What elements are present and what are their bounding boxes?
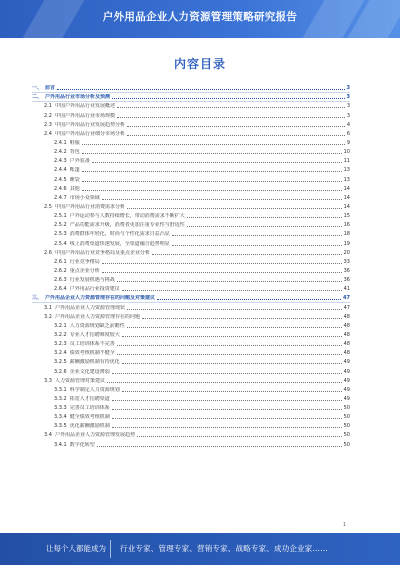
page-number: 1 [343,522,347,528]
toc-dot-leader [57,89,344,90]
toc-entry-title: 人力资源管理对策建议 [54,377,105,384]
toc-entry-number: 2.4.2 [54,149,67,156]
toc-entry[interactable] [32,137,350,146]
toc-entry-number: 2.4.7 [54,194,67,201]
toc-entry-number: 2.3 [44,121,52,128]
toc-entry-number: 2.6.3 [54,277,67,284]
toc-entry-number: 2.2 [44,112,52,119]
toc-dot-leader [112,427,342,428]
toc-entry[interactable] [32,265,350,274]
toc-entry[interactable] [32,183,350,192]
toc-entry[interactable] [32,210,350,219]
toc-entry[interactable] [32,356,350,365]
toc-entry-title: 户外用品企业人力资源管理现状 [54,304,125,311]
toc-entry-number: 一、 [32,85,43,92]
toc-entry[interactable] [32,82,350,91]
toc-entry-page: 16 [343,222,350,229]
toc-entry[interactable] [32,311,350,320]
table-of-contents [32,82,350,448]
toc-entry-title: 薪酬激励机制有待优化 [69,359,120,366]
toc-entry[interactable] [32,402,350,411]
toc-entry-title: 睡袋 [69,176,80,183]
toc-entry-page: 49 [343,386,350,393]
toc-entry-page: 15 [343,213,350,220]
toc-dot-leader [112,409,342,410]
toc-entry[interactable] [32,338,350,347]
toc-entry-page: 19 [343,240,350,247]
toc-entry-number: 2.5 [44,203,52,210]
toc-entry-number: 2.5.2 [54,222,67,229]
toc-entry-title: 专业人才招聘难度较大 [69,331,120,338]
toc-entry[interactable] [32,375,350,384]
toc-dot-leader [157,299,341,300]
toc-entry-number: 2.5.1 [54,213,67,220]
toc-dot-leader [187,217,342,218]
toc-dot-leader [152,254,342,255]
toc-dot-leader [102,263,342,264]
toc-entry-title: 户外用品行业市场分析及预测 [45,94,111,101]
toc-entry-number: 3.3.2 [54,395,67,402]
toc-entry-number: 2.6 [44,249,52,256]
toc-entry-number: 3.3.3 [54,405,67,412]
toc-entry[interactable] [32,429,350,438]
toc-entry-title: 鞋服 [69,139,80,146]
toc-entry-page: 9 [346,139,350,146]
toc-dot-leader [92,162,342,163]
toc-dot-leader [127,309,342,310]
toc-entry-page: 6 [346,130,350,137]
toc-entry[interactable] [32,274,350,283]
toc-entry-page: 13 [343,167,350,174]
toc-entry[interactable] [32,384,350,393]
toc-entry-title: 帐篷 [69,167,80,174]
toc-entry-number: 3.3 [44,377,52,384]
report-title: 户外用品企业人力资源管理策略研究报告 [102,11,298,23]
toc-entry-page: 3 [346,103,350,110]
toc-entry-page: 50 [343,441,350,448]
toc-entry-number: 2.4.1 [54,139,67,146]
toc-entry[interactable] [32,320,350,329]
toc-entry-page: 48 [343,313,350,320]
toc-dot-leader [112,98,344,99]
toc-entry-number: 2.4 [44,130,52,137]
toc-entry-title: 优化薪酬激励机制 [69,423,110,430]
toc-entry[interactable] [32,329,350,338]
toc-entry[interactable] [32,173,350,182]
toc-entry-title: 前言 [45,85,56,92]
toc-entry-title: 中国户外用品行业发展趋势分析 [54,121,125,128]
footer-slogan-left: 让每个人都能成为 [46,544,106,553]
toc-entry-title: 户外用品行业投资建议 [69,286,120,293]
toc-entry-number: 二、 [32,94,43,101]
footer-slogan-right: 行业专家、管理专家、营销专家、战略专家、成功企业家…… [120,544,328,553]
toc-entry-title: 中国户外用品行业发展概述 [54,103,115,110]
toc-entry-page: 13 [343,176,350,183]
toc-dot-leader [117,354,342,355]
toc-entry-page: 18 [343,231,350,238]
toc-entry[interactable] [32,219,350,228]
toc-entry[interactable] [32,192,350,201]
toc-entry-number: 3.2.3 [54,341,67,348]
toc-dot-leader [82,190,342,191]
toc-entry[interactable] [32,347,350,356]
toc-dot-leader [112,400,342,401]
toc-entry-number: 2.6.4 [54,286,67,293]
toc-entry-number: 3.2.2 [54,331,67,338]
toc-entry-number: 2.6.1 [54,258,67,265]
toc-entry-title: 市场小众领域 [69,194,100,201]
toc-entry-page: 50 [343,414,350,421]
toc-entry-number: 2.4.5 [54,176,67,183]
toc-entry[interactable] [32,411,350,420]
toc-dot-leader [112,373,342,374]
toc-entry-title: 中国户外用品行业市场规模 [54,112,115,119]
toc-entry-title: 中国户外用品行业竞争格局及重点企业分析 [54,249,150,256]
toc-entry-title: 消费群体年轻化，时尚与个性化需求日益凸显 [69,231,170,238]
toc-entry-number: 3.2.5 [54,359,67,366]
toc-entry-title: 绩效考核机制不健全 [69,350,115,357]
toc-entry-page: 47 [343,295,350,302]
toc-entry[interactable] [32,283,350,292]
toc-entry-page: 10 [343,149,350,156]
toc-entry-page: 48 [343,331,350,338]
toc-dot-leader [117,117,345,118]
toc-entry-page: 36 [343,267,350,274]
toc-dot-leader [122,391,342,392]
toc-entry-page: 50 [343,405,350,412]
toc-entry-page: 49 [343,395,350,402]
toc-dot-leader [142,318,342,319]
toc-dot-leader [82,144,345,145]
toc-entry[interactable] [32,420,350,429]
footer-divider [110,540,111,558]
toc-entry-number: 2.5.3 [54,231,67,238]
toc-entry-title: 户外用品企业人力资源管理存在的问题及对策建议 [45,295,156,302]
toc-dot-leader [127,208,342,209]
toc-dot-leader [172,235,342,236]
toc-entry-number: 3.2 [44,313,52,320]
toc-entry-page: 49 [343,368,350,375]
toc-entry-number: 2.4.3 [54,158,67,165]
toc-entry-title: 员工培训体系不完善 [69,341,115,348]
toc-entry[interactable] [32,237,350,246]
toc-dot-leader [117,345,342,346]
toc-dot-leader [187,226,342,227]
toc-entry-page: 50 [343,423,350,430]
toc-entry-page: 4 [346,121,350,128]
toc-entry-title: 产品功能需求升级，消费者更加注重专业性与舒适性 [69,222,185,229]
toc-entry-number: 3.3.5 [54,423,67,430]
toc-entry-number: 2.5.4 [54,240,67,247]
toc-dot-leader [82,153,342,154]
toc-entry-page: 14 [343,194,350,201]
toc-entry-title: 背包 [69,149,80,156]
toc-dot-leader [102,199,342,200]
toc-entry[interactable] [32,164,350,173]
toc-dot-leader [127,135,345,136]
toc-dot-leader [117,281,342,282]
toc-entry-number: 3.1 [44,304,52,311]
toc-entry-title: 中国户外用品行业消费需求分析 [54,203,125,210]
toc-entry-title: 户外运动参与人数持续增长，带动消费需求不断扩大 [69,213,185,220]
toc-entry-title: 线上消费渠道快速发展，全渠道融合趋势明显 [69,240,170,247]
toc-entry-page: 3 [346,112,350,119]
toc-entry[interactable] [32,155,350,164]
toc-entry-title: 拓宽人才招聘渠道 [69,395,110,402]
toc-entry-page: 48 [343,341,350,348]
toc-entry[interactable] [32,109,350,118]
toc-entry[interactable] [32,228,350,237]
toc-entry-title: 其他 [69,185,80,192]
toc-entry-page: 20 [343,249,350,256]
toc-dot-leader [127,327,342,328]
toc-entry-title: 完善员工培训体系 [69,405,110,412]
toc-entry[interactable] [32,91,350,100]
toc-entry-page: 49 [343,377,350,384]
toc-entry-title: 企业文化建设薄弱 [69,368,110,375]
toc-dot-leader [117,107,345,108]
toc-entry[interactable] [32,438,350,447]
toc-entry-number: 3.4 [44,432,52,439]
toc-entry-title: 人力资源规划缺乏前瞻性 [69,322,125,329]
toc-dot-leader [107,382,342,383]
toc-entry-number: 3.3.1 [54,386,67,393]
toc-entry[interactable] [32,247,350,256]
toc-entry-title: 健全绩效考核机制 [69,414,110,421]
toc-entry-page: 50 [343,432,350,439]
toc-entry-page: 49 [343,359,350,366]
toc-entry-title: 户外用品企业人力资源管理存在的问题 [54,313,140,320]
toc-entry-page: 3 [346,85,350,92]
toc-dot-leader [112,418,342,419]
toc-entry-number: 3.2.1 [54,322,67,329]
toc-entry[interactable] [32,146,350,155]
toc-entry-page: 14 [343,185,350,192]
toc-entry[interactable] [32,201,350,210]
toc-dot-leader [122,336,342,337]
toc-entry-page: 47 [343,304,350,311]
toc-entry-page: 14 [343,203,350,210]
toc-entry-number: 2.6.2 [54,267,67,274]
toc-entry[interactable] [32,365,350,374]
toc-entry-number: 3.3.4 [54,414,67,421]
toc-entry-title: 行业竞争格局 [69,258,100,265]
toc-entry-title: 科学制定人力资源规划 [69,386,120,393]
report-header-banner [0,0,400,38]
toc-entry-title: 户外装备 [69,158,90,165]
toc-entry[interactable] [32,256,350,265]
toc-entry-title: 行业发展机遇与挑战 [69,277,115,284]
toc-entry-page: 11 [343,158,350,165]
toc-dot-leader [137,436,342,437]
toc-entry-title: 重点企业分析 [69,267,100,274]
footer-banner [0,533,400,565]
toc-entry[interactable] [32,292,350,301]
toc-entry-page: 33 [343,258,350,265]
toc-entry-page: 48 [343,350,350,357]
toc-dot-leader [122,290,342,291]
toc-entry-number: 3.2.6 [54,368,67,375]
toc-entry-number: 2.4.4 [54,167,67,174]
toc-entry[interactable] [32,119,350,128]
toc-entry-number: 2.1 [44,103,52,110]
toc-entry-title: 户外用品企业人力资源管理发展趋势 [54,432,135,439]
toc-entry-number: 3.2.4 [54,350,67,357]
toc-entry-title: 中国户外用品行业细分市场分析 [54,130,125,137]
toc-entry-page: 48 [343,322,350,329]
toc-entry[interactable] [32,301,350,310]
toc-dot-leader [172,245,342,246]
toc-dot-leader [97,446,342,447]
toc-dot-leader [82,181,342,182]
toc-entry[interactable] [32,393,350,402]
toc-dot-leader [82,171,342,172]
toc-entry[interactable] [32,100,350,109]
toc-entry-page: 36 [343,277,350,284]
toc-dot-leader [102,272,342,273]
toc-dot-leader [122,363,342,364]
toc-entry-number: 三、 [32,295,43,302]
toc-heading: 内容目录 [173,57,226,71]
toc-dot-leader [127,126,345,127]
toc-entry-number: 2.4.6 [54,185,67,192]
toc-entry-page: 3 [346,94,350,101]
toc-entry-page: 41 [343,286,350,293]
toc-entry-title: 数字化转型 [69,441,95,448]
toc-entry[interactable] [32,128,350,137]
toc-entry-number: 3.4.1 [54,441,67,448]
